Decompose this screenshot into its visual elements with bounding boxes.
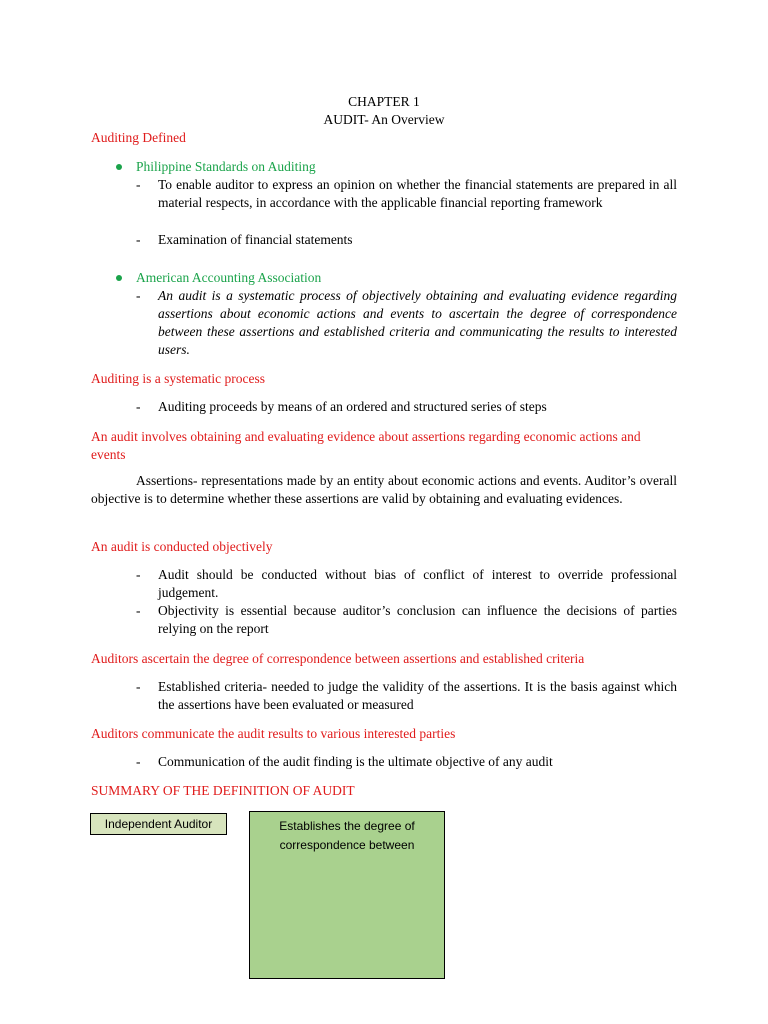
heading-systematic: Auditing is a systematic process	[91, 371, 265, 386]
evidence-paragraph: Assertions- representations made by an entity about economic actions and events. Auditor’s overall objective is to determine whether these assertions are valid by obtaining and evaluating evidences.	[91, 473, 677, 506]
communicate-item-1: Communication of the audit finding is the ultimate objective of any audit	[158, 754, 553, 769]
heading-communicate: Auditors communicate the audit results to various interested parties	[91, 726, 456, 741]
chapter-label: CHAPTER 1	[348, 94, 420, 109]
aaa-item-1: An audit is a systematic process of objectively obtaining and evaluating evidence regarding assertions about economic actions and events to ascertain the degree of correspondence between these assertions and established criteria and communicating the results to interested users.	[158, 288, 677, 357]
bullet-icon	[116, 275, 122, 281]
heading-objective: An audit is conducted objectively	[91, 539, 273, 554]
psa-item-1: To enable auditor to express an opinion on whether the financial statements are prepared in all material respects, in accordance with the applicable financial reporting framework	[158, 177, 677, 210]
dash-icon: -	[136, 288, 141, 303]
objective-item-1: Audit should be conducted without bias of conflict of interest to override professional judgement.	[158, 567, 677, 600]
dash-icon: -	[136, 679, 141, 694]
heading-auditing-defined: Auditing Defined	[91, 130, 186, 145]
dash-icon: -	[136, 177, 141, 192]
dash-icon: -	[136, 399, 141, 414]
heading-summary: SUMMARY OF THE DEFINITION OF AUDIT	[91, 783, 355, 798]
correspondence-box: Establishes the degree of correspondence between	[249, 811, 445, 979]
dash-icon: -	[136, 232, 141, 247]
systematic-item-1: Auditing proceeds by means of an ordered and structured series of steps	[158, 399, 547, 414]
independent-auditor-box: Independent Auditor	[90, 813, 227, 835]
dash-icon: -	[136, 754, 141, 769]
psa-label: Philippine Standards on Auditing	[136, 159, 316, 174]
dash-icon: -	[136, 603, 141, 618]
dash-icon: -	[136, 567, 141, 582]
correspondence-item-1: Established criteria- needed to judge the validity of the assertions. It is the basis against which the assertions have been evaluated or measured	[158, 679, 677, 712]
psa-item-2: Examination of financial statements	[158, 232, 353, 247]
heading-evidence: An audit involves obtaining and evaluating evidence about assertions regarding economic actions and events	[91, 429, 641, 462]
aaa-label: American Accounting Association	[136, 270, 322, 285]
heading-correspondence: Auditors ascertain the degree of correspondence between assertions and established criteria	[91, 651, 585, 666]
bullet-icon	[116, 164, 122, 170]
objective-item-2: Objectivity is essential because auditor’s conclusion can influence the decisions of parties relying on the report	[158, 603, 677, 636]
chapter-title: AUDIT- An Overview	[323, 112, 445, 127]
